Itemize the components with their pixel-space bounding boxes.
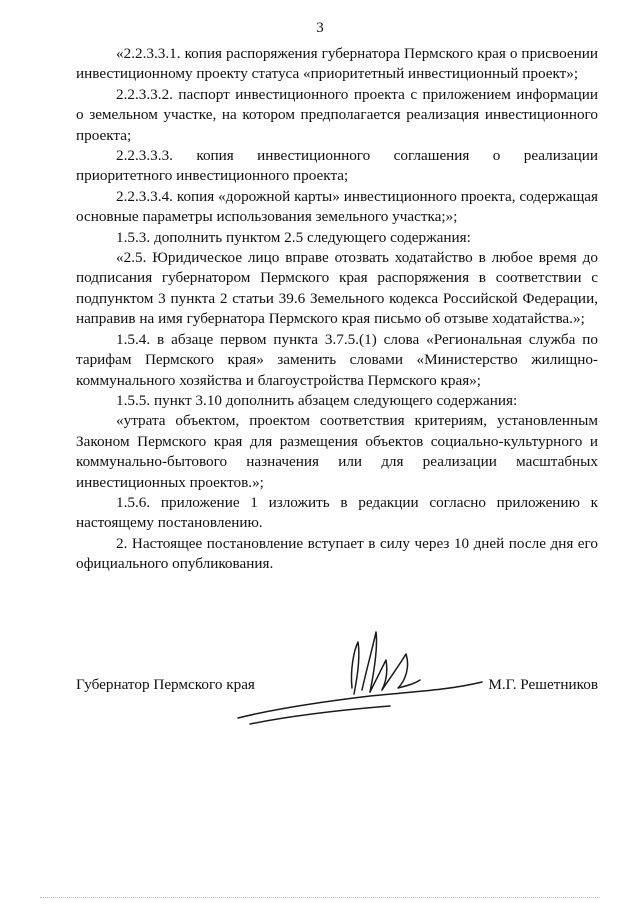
page-bottom-divider xyxy=(40,897,600,898)
paragraph-2-2-3-3-2: 2.2.3.3.2. паспорт инвестиционного проекта с приложением информации о земельном участке, на котором предполагается реализация инвестиционного проекта; xyxy=(76,85,598,144)
handwritten-signature xyxy=(230,620,490,730)
paragraph-2-2-3-3-4: 2.2.3.3.4. копия «дорожной карты» инвестиционного проекта, содержащая основные параметры использования земельного участка;»; xyxy=(76,187,598,226)
paragraph-1-5-4: 1.5.4. в абзаце первом пункта 3.7.5.(1) слова «Региональная служба по тарифам Пермского края» заменить словами «Министерство жилищно-коммунального хозяйства и благоустройства Пермского края»; xyxy=(76,330,598,389)
paragraph-2-2-3-3-3: 2.2.3.3.3. копия инвестиционного соглашения о реализации приоритетного инвестиционного проекта; xyxy=(76,147,598,185)
paragraph-2-5: «2.5. Юридическое лицо вправе отозвать ходатайство в любое время до подписания губернатором Пермского края распоряжения в соответствии с подпунктом 3 пункта 2 статьи 39.6 Земельного кодекса Российской Федерации, направив на имя губернатора Пермского края письмо об отзыве ходатайства.»; xyxy=(76,249,598,328)
paragraph-new-criterion: «утрата объектом, проектом соответствия критериям, установленным Законом Пермского края для размещения объектов социально-культурного и коммунально-бытового назначения или для реализации масштабных инвестиционных проектов.»; xyxy=(76,412,598,491)
paragraph-1-5-3: 1.5.3. дополнить пунктом 2.5 следующего содержания: xyxy=(116,228,471,246)
paragraph-2: 2. Настоящее постановление вступает в силу через 10 дней после дня его официального опубликования. xyxy=(76,534,598,573)
paragraph-2-2-3-3-1: «2.2.3.3.1. копия распоряжения губернатора Пермского края о присвоении инвестиционному проекту статуса «приоритетный инвестиционный проект»; xyxy=(76,45,598,83)
document-body xyxy=(76,44,598,575)
signatory-title: Губернатор Пермского края xyxy=(76,676,255,693)
paragraph-1-5-5: 1.5.5. пункт 3.10 дополнить абзацем следующего содержания: xyxy=(116,391,518,409)
paragraph-1-5-6: 1.5.6. приложение 1 изложить в редакции согласно приложению к настоящему постановлению. xyxy=(76,493,598,532)
page-number: 3 xyxy=(316,20,324,36)
signatory-name: М.Г. Решетников xyxy=(488,676,598,693)
signature-block xyxy=(76,676,598,698)
